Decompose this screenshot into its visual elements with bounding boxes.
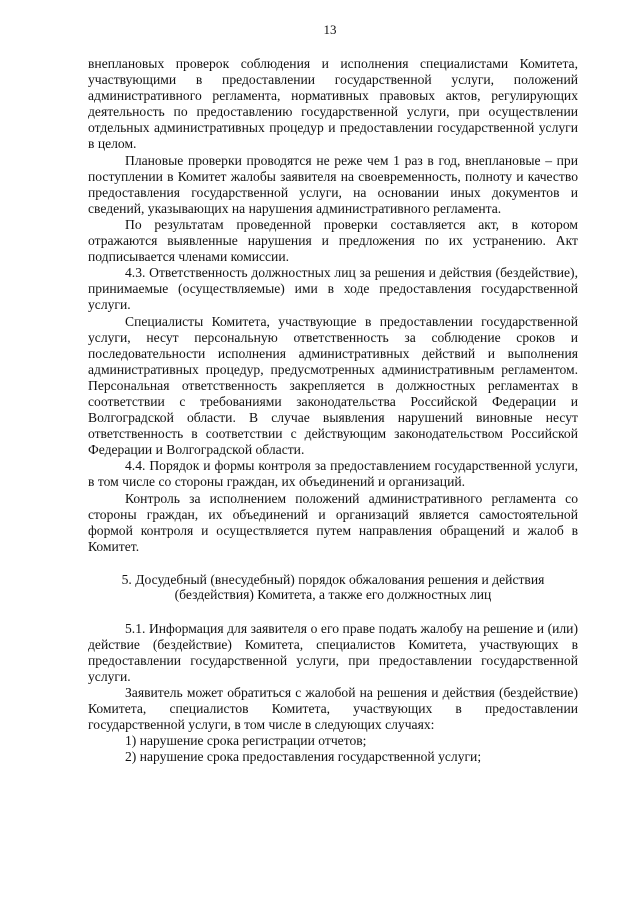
paragraph-complaint-cases: Заявитель может обратиться с жалобой на решения и действия (бездействие) Комитета, специалистов Комитета, участвующих в предоставлении государственной услуги, в том числе в следующих случаях: [88,684,578,733]
list-item: 1) нарушение срока регистрации отчетов; [125,733,367,749]
paragraph-continuation: внеплановых проверок соблюдения и исполнения специалистами Комитета, участвующими в предоставлении государственной услуги, положений административного регламента, нормативных правовых актов, регулирующих деятельность по предоставлению государственной услуги, при осуществлении отдельных административных процедур и предоставлении государственной услуги в целом. [88,56,578,152]
page-number: 13 [323,22,337,37]
paragraph-section-4-4: 4.4. Порядок и формы контроля за предоставлением государственной услуги, в том числе со стороны граждан, их объединений и организаций. [88,458,578,490]
paragraph-citizen-control: Контроль за исполнением положений административного регламента со стороны граждан, их объединений и организаций является самостоятельной формой контроля и осуществляется путем направления обращений и жалоб в Комитет. [88,490,578,554]
section-5-heading-line2: (бездействия) Комитета, а также его должностных лиц [174,586,492,602]
paragraph-inspection-act: По результатам проведенной проверки составляется акт, в котором отражаются выявленные нарушения и предложения по их устранению. Акт подписывается членами комиссии. [88,216,578,265]
paragraph-section-5-1: 5.1. Информация для заявителя о его праве подать жалобу на решение и (или) действие (бездействие) Комитета, специалистов Комитета, участвующих в предоставлении государственной услуги, при предоставлении государственной услуги. [88,620,578,684]
list-item: 2) нарушение срока предоставления государственной услуги; [125,749,482,765]
section-5-heading-line1: 5. Досудебный (внесудебный) порядок обжалования решения и действия [121,571,545,587]
section-5-heading [88,573,578,603]
paragraph-planned-inspections: Плановые проверки проводятся не реже чем 1 раз в год, внеплановые – при поступлении в Комитет жалобы заявителя на своевременность, полноту и качество предоставления государственной услуги, на основании иных документов и сведений, указывающих на нарушения административного регламента. [88,152,578,216]
paragraph-specialists-responsibility: Специалисты Комитета, участвующие в предоставлении государственной услуги, несут персональную ответственность за соблюдение сроков и последовательности исполнения административных действий и выполнения административных процедур, предусмотренных административным регламентом. Персональная ответственность закрепляется в должностных регламентах в соответствии с требованиями законодательства Российской Федерации и Волгоградской области. В случае выявления нарушений виновные несут ответственность в соответствии с действующим законодательством Российской Федерации и Волгоградской области. [88,313,578,458]
paragraph-section-4-3: 4.3. Ответственность должностных лиц за решения и действия (бездействие), принимаемые (осуществляемые) ими в ходе предоставления государственной услуги. [88,265,578,313]
document-page [88,22,578,765]
